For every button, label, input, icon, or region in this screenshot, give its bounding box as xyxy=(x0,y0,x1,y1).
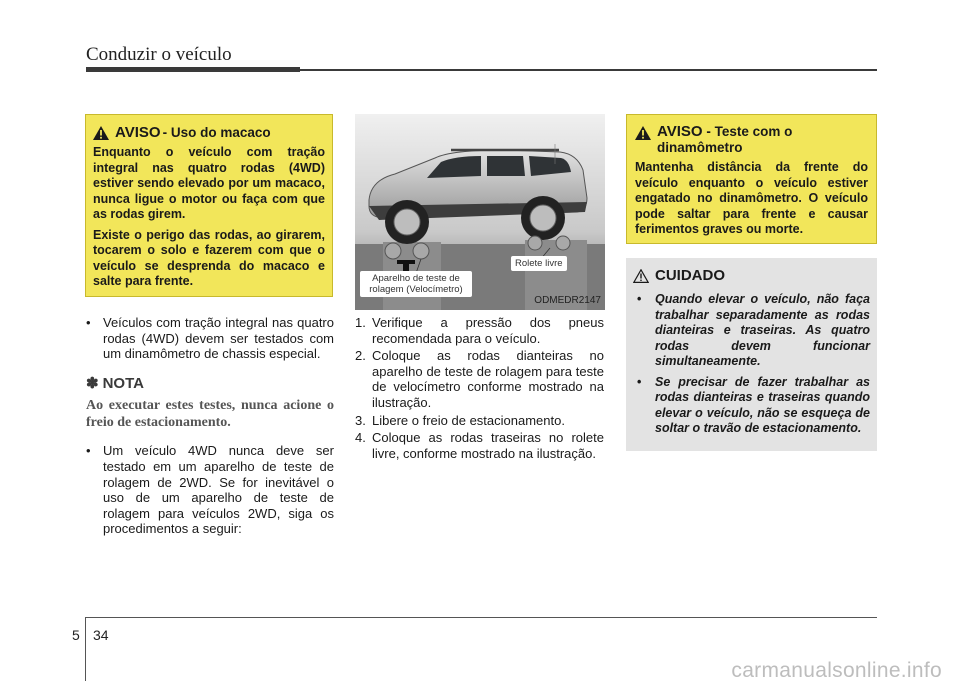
footer-divider xyxy=(85,617,86,681)
roller-tester-label: Aparelho de teste de rolagem (Velocímetro) xyxy=(360,271,472,297)
note-asterisk-icon: ✽ xyxy=(86,374,99,392)
warning-triangle-icon xyxy=(635,126,651,140)
warning-box-dynamometer xyxy=(626,114,877,244)
warning-triangle-icon xyxy=(93,126,109,140)
list-item: 1. Verifique a pressão dos pneus recomendada para o veículo. xyxy=(355,315,604,346)
warning-title xyxy=(93,124,325,141)
vehicle-dynamometer-illustration xyxy=(355,114,605,310)
procedure-steps xyxy=(355,315,604,463)
list-item: 4. Coloque as rodas traseiras no rolete livre, conforme mostrado na ilustração. xyxy=(355,430,604,461)
warning-box-jack xyxy=(85,114,333,297)
caution-title xyxy=(633,267,870,284)
warning-title-sub: - Teste com o dinamômetro xyxy=(657,124,793,155)
warning-title-main: AVISO xyxy=(657,123,703,140)
warning-paragraph: Existe o perigo das rodas, ao girarem, tocarem o solo e fazerem com que o veículo se desprenda do macaco e salte para frente. xyxy=(93,227,325,288)
caution-title-text: CUIDADO xyxy=(655,267,725,284)
note-title: ✽ NOTA xyxy=(86,374,144,392)
footer-rule xyxy=(85,617,877,618)
list-item: • Veículos com tração integral nas quatro rodas (4WD) devem ser testados com um dinamômetro de chassis especial. xyxy=(86,315,334,362)
bullet-icon: • xyxy=(637,374,642,389)
warning-body xyxy=(93,145,325,290)
caution-triangle-icon xyxy=(633,269,649,283)
list-item: 3. Libere o freio de estacionamento. xyxy=(355,412,565,428)
left-column-text xyxy=(86,315,334,537)
list-item: 2. Coloque as rodas dianteiras no aparelho de teste de rolagem para teste de velocímetro conforme mostrado na ilustração. xyxy=(355,348,604,410)
note-body: Ao executar estes testes, nunca acione o freio de estacionamento. xyxy=(86,398,334,431)
list-item: • Quando elevar o veículo, não faça trabalhar separadamente as rodas dianteiras e traseiras. As quatro rodas devem funcionar simultaneamente. xyxy=(637,292,870,368)
list-item: • Se precisar de fazer trabalhar as rodas dianteiras e traseiras quando elevar o veículo, não se esqueça de soltar o travão de estacionamento. xyxy=(637,374,870,435)
list-item: • Um veículo 4WD nunca deve ser testado em um aparelho de teste de rolagem de 2WD. Se for inevitável o uso de um aparelho de teste de rolagem para veículos 2WD, siga os procedimentos a seguir: xyxy=(86,443,334,537)
figure-code: ODMEDR2147 xyxy=(534,295,601,306)
page-header-title: Conduzir o veículo xyxy=(86,44,232,65)
bullet-icon: • xyxy=(86,315,91,330)
bullet-icon: • xyxy=(86,443,91,459)
caution-box xyxy=(626,258,877,451)
page-number: 34 xyxy=(93,627,109,643)
warning-body: Mantenha distância da frente do veículo enquanto o veículo estiver engatado no dinamômetro. O veículo pode saltar para frente e causar ferimentos graves ou morte. xyxy=(635,160,868,236)
warning-title-main: AVISO xyxy=(115,124,161,141)
caution-list xyxy=(633,292,870,437)
warning-paragraph: Enquanto o veículo com tração integral nas quatro rodas (4WD) estiver sendo elevado por um macaco, nunca ligue o motor ou faça com que as rodas girem. xyxy=(93,145,325,221)
warning-title-sub: - Uso do macaco xyxy=(162,125,271,140)
header-rule-thick xyxy=(86,67,300,72)
free-roller-label: Rolete livre xyxy=(511,256,567,271)
warning-title xyxy=(635,124,868,156)
header-rule-thin xyxy=(300,69,877,71)
section-number: 5 xyxy=(72,627,80,643)
bullet-icon: • xyxy=(637,292,642,306)
watermark: carmanualsonline.info xyxy=(731,659,942,682)
